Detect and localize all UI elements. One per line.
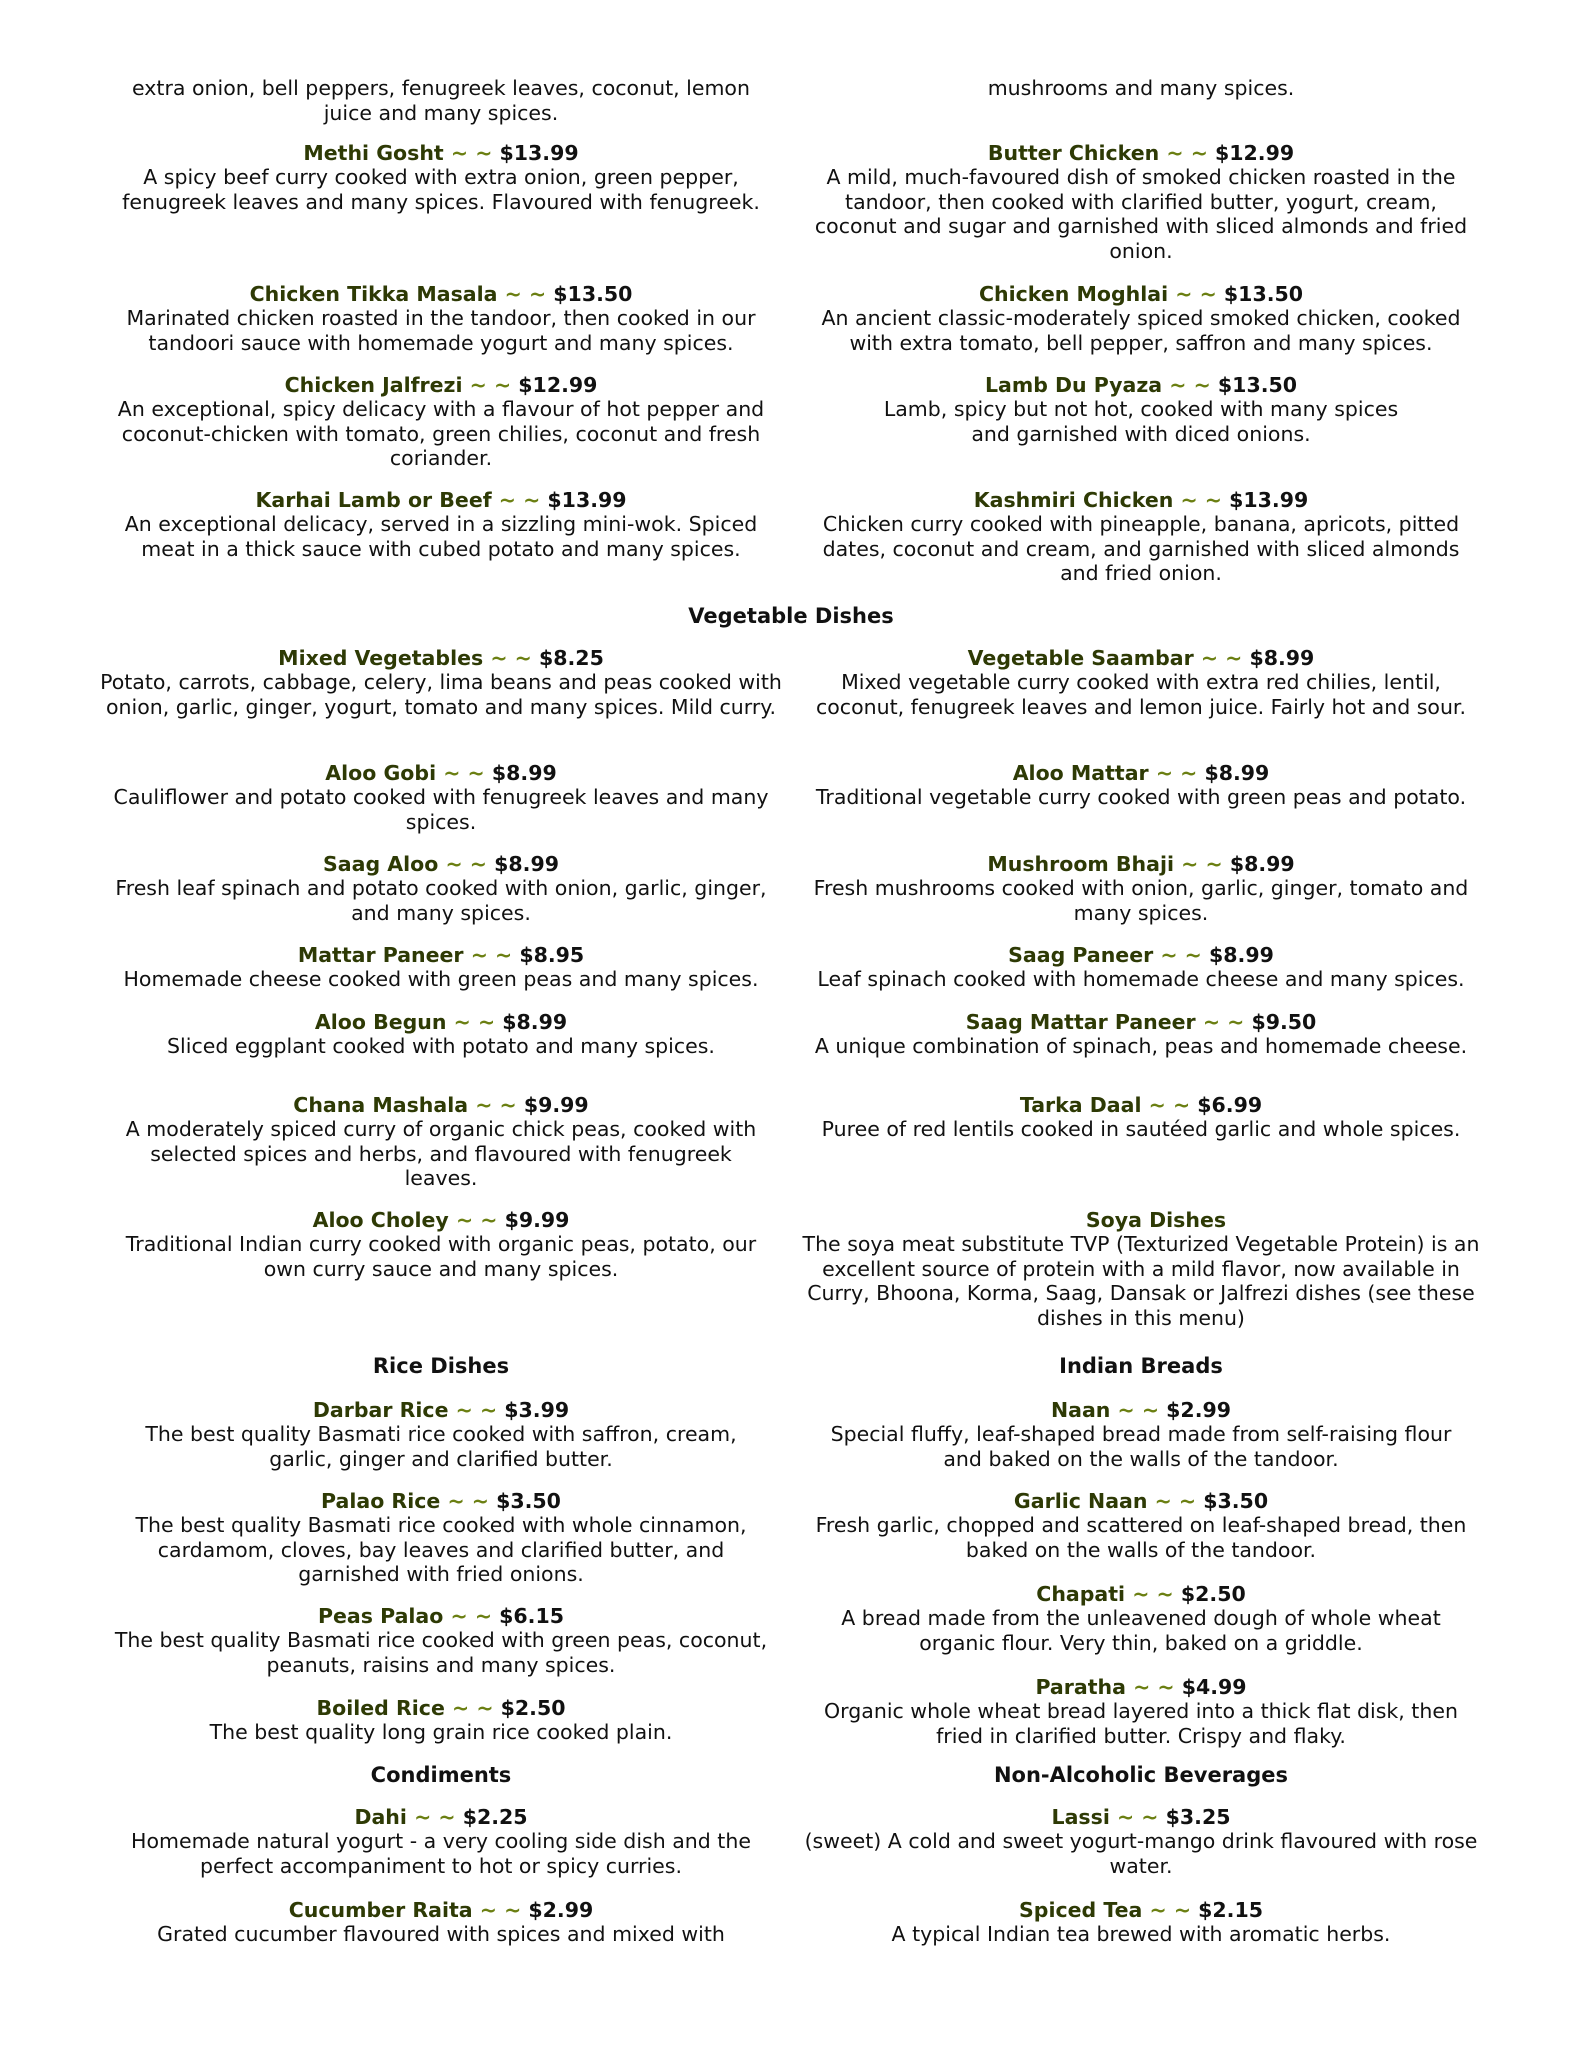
dish-description: Marinated chicken roasted in the tandoor, then cooked in our tandoori sauce with homemade yogurt and many spices. xyxy=(126,306,756,355)
dish-price: $6.15 xyxy=(499,1604,564,1628)
dish-price: $13.99 xyxy=(547,488,627,512)
dish-price: $9.50 xyxy=(1251,1010,1317,1034)
dish-saag-mattar-paneer xyxy=(800,1010,1482,1059)
dish-price: $2.50 xyxy=(1180,1582,1246,1606)
dish-name: Boiled Rice ~ ~ $2.50 xyxy=(316,1696,566,1720)
dish-name: Cucumber Raita ~ ~ $2.99 xyxy=(288,1898,594,1922)
dish-description: A typical Indian tea brewed with aromatic herbs. xyxy=(891,1922,1391,1946)
section-title-non-alcoholic-beverages: Non-Alcoholic Beverages xyxy=(993,1763,1288,1787)
dish-paratha xyxy=(800,1675,1482,1748)
dish-price: $8.99 xyxy=(1209,943,1274,967)
dish-name: Mushroom Bhaji ~ ~ $8.99 xyxy=(987,852,1295,876)
dish-name: Paratha ~ ~ $4.99 xyxy=(1035,1675,1247,1699)
dish-description: The best quality long grain rice cooked plain. xyxy=(209,1720,673,1744)
dish-spiced-tea xyxy=(800,1898,1482,1947)
dish-description: Sliced eggplant cooked with potato and many spices. xyxy=(167,1034,715,1058)
dish-price: $8.99 xyxy=(1229,852,1295,876)
dish-darbar-rice xyxy=(100,1398,782,1471)
dish-name: Tarka Daal ~ ~ $6.99 xyxy=(1019,1093,1263,1117)
dish-name: Karhai Lamb or Beef ~ ~ $13.99 xyxy=(255,488,627,512)
dish-name: Garlic Naan ~ ~ $3.50 xyxy=(1013,1489,1269,1513)
dish-description: An ancient classic-moderately spiced smoked chicken, cooked with extra tomato, bell pepper, saffron and many spices. xyxy=(821,306,1461,355)
dish-price: $8.95 xyxy=(519,943,585,967)
dish-mattar-paneer xyxy=(100,943,782,992)
dish-description: Chicken curry cooked with pineapple, banana, apricots, pitted dates, coconut and cream, and garnished with sliced almonds and fried onion. xyxy=(822,512,1460,585)
dish-description: Cauliflower and potato cooked with fenugreek leaves and many spices. xyxy=(113,785,769,834)
dish-description: Potato, carrots, cabbage, celery, lima beans and peas cooked with onion, garlic, ginger, yogurt, tomato and many spices. Mild curry. xyxy=(100,670,782,719)
dish-name: Palao Rice ~ ~ $3.50 xyxy=(321,1489,561,1513)
dish-description: Traditional vegetable curry cooked with green peas and potato. xyxy=(815,785,1467,809)
dish-description: A unique combination of spinach, peas and homemade cheese. xyxy=(814,1034,1468,1058)
dish-chicken-moghlai xyxy=(800,282,1482,355)
dish-name: Aloo Choley ~ ~ $9.99 xyxy=(312,1208,570,1232)
dish-name: Saag Mattar Paneer ~ ~ $9.50 xyxy=(965,1010,1317,1034)
soya-dishes-description: The soya meat substitute TVP (Texturized Vegetable Protein) is an excellent source of protein with a mild flavor, now available in Curry, Bhoona, Korma, Saag, Dansak or Jalfrezi dishes (see these dishes in this menu) xyxy=(802,1232,1480,1330)
dish-price: $8.99 xyxy=(491,761,557,785)
dish-saag-aloo xyxy=(100,852,782,925)
dish-description: Leaf spinach cooked with homemade cheese and many spices. xyxy=(817,967,1465,991)
dish-chana-mashala xyxy=(100,1093,782,1191)
dish-price: $8.25 xyxy=(538,646,604,670)
dish-price: $3.99 xyxy=(504,1398,570,1422)
dish-price: $2.99 xyxy=(1166,1398,1232,1422)
dish-price: $12.99 xyxy=(518,373,598,397)
section-title-condiments: Condiments xyxy=(370,1763,512,1787)
dish-aloo-begun xyxy=(100,1010,782,1059)
dish-vegetable-saambar xyxy=(800,646,1482,719)
dish-name: Aloo Gobi ~ ~ $8.99 xyxy=(325,761,557,785)
dish-name: Chicken Tikka Masala ~ ~ $13.50 xyxy=(249,282,633,306)
dish-aloo-gobi xyxy=(100,761,782,834)
dish-price: $4.99 xyxy=(1181,1675,1247,1699)
dish-description: A spicy beef curry cooked with extra onion, green pepper, fenugreek leaves and many spices. Flavoured with fenugreek. xyxy=(122,165,760,214)
dish-price: $2.15 xyxy=(1198,1898,1263,1922)
dish-description: Lamb, spicy but not hot, cooked with many spices and garnished with diced onions. xyxy=(883,397,1399,446)
dish-price: $13.50 xyxy=(1217,373,1298,397)
dish-name: Chana Mashala ~ ~ $9.99 xyxy=(293,1093,589,1117)
dish-chicken-tikka-masala xyxy=(100,282,782,355)
dish-description: Traditional Indian curry cooked with organic peas, potato, our own curry sauce and many spices. xyxy=(125,1232,757,1281)
continued-description-left: extra onion, bell peppers, fenugreek leaves, coconut, lemon juice and many spices. xyxy=(132,76,750,125)
dish-description: Special fluffy, leaf-shaped bread made from self-raising flour and baked on the walls of the tandoor. xyxy=(830,1422,1452,1471)
dish-naan xyxy=(800,1398,1482,1471)
dish-description: Fresh leaf spinach and potato cooked with onion, garlic, ginger, and many spices. xyxy=(115,876,767,925)
dish-price: $6.99 xyxy=(1197,1093,1263,1117)
dish-description: An exceptional delicacy, served in a sizzling mini-wok. Spiced meat in a thick sauce with cubed potato and many spices. xyxy=(124,512,758,561)
dish-mushroom-bhaji xyxy=(800,852,1482,925)
dish-name: Vegetable Saambar ~ ~ $8.99 xyxy=(967,646,1315,670)
dish-name: Methi Gosht ~ ~ $13.99 xyxy=(303,141,579,165)
dish-description: Puree of red lentils cooked in sautéed garlic and whole spices. xyxy=(821,1117,1461,1141)
dish-name: Naan ~ ~ $2.99 xyxy=(1050,1398,1232,1422)
dish-name: Chapati ~ ~ $2.50 xyxy=(1036,1582,1246,1606)
dish-peas-palao xyxy=(100,1604,782,1677)
dish-lassi xyxy=(800,1805,1482,1878)
dish-price: $13.99 xyxy=(499,141,579,165)
dish-description: A bread made from the unleavened dough of whole wheat organic flour. Very thin, baked on a griddle. xyxy=(841,1606,1441,1655)
dish-chicken-jalfrezi xyxy=(100,373,782,471)
dish-price: $2.50 xyxy=(500,1696,566,1720)
dish-name: Darbar Rice ~ ~ $3.99 xyxy=(312,1398,570,1422)
dish-description: (sweet) A cold and sweet yogurt-mango drink flavoured with rose water. xyxy=(804,1829,1478,1878)
dish-name: Lassi ~ ~ $3.25 xyxy=(1051,1805,1231,1829)
dish-price: $12.99 xyxy=(1215,141,1295,165)
dish-palao-rice xyxy=(100,1489,782,1587)
dish-price: $3.50 xyxy=(496,1489,561,1513)
dish-price: $8.99 xyxy=(1249,646,1315,670)
dish-description: A mild, much-favoured dish of smoked chicken roasted in the tandoor, then cooked with clarified butter, yogurt, cream, coconut and sugar and garnished with sliced almonds and fried onion. xyxy=(814,165,1468,263)
dish-name: Mixed Vegetables ~ ~ $8.25 xyxy=(278,646,604,670)
dish-description: The best quality Basmati rice cooked with green peas, coconut, peanuts, raisins and many spices. xyxy=(114,1628,768,1677)
dish-price: $13.50 xyxy=(1223,282,1304,306)
dish-name: Mattar Paneer ~ ~ $8.95 xyxy=(297,943,585,967)
dish-cucumber-raita xyxy=(100,1898,782,1947)
section-title-vegetable-dishes: Vegetable Dishes xyxy=(688,604,894,628)
dish-description: The best quality Basmati rice cooked with whole cinnamon, cardamom, cloves, bay leaves and clarified butter, and garnished with fried onions. xyxy=(135,1513,747,1586)
dish-tarka-daal xyxy=(800,1093,1482,1142)
dish-description: Homemade natural yogurt - a very cooling side dish and the perfect accompaniment to hot or spicy curries. xyxy=(131,1829,751,1878)
dish-price: $3.50 xyxy=(1203,1489,1269,1513)
dish-price: $3.25 xyxy=(1165,1805,1231,1829)
soya-dishes-title: Soya Dishes xyxy=(1085,1208,1227,1232)
dish-kashmiri-chicken xyxy=(800,488,1482,586)
dish-butter-chicken xyxy=(800,141,1482,263)
dish-price: $9.99 xyxy=(504,1208,570,1232)
dish-name: Dahi ~ ~ $2.25 xyxy=(354,1805,528,1829)
dish-aloo-mattar xyxy=(800,761,1482,810)
dish-name: Saag Aloo ~ ~ $8.99 xyxy=(323,852,559,876)
dish-boiled-rice xyxy=(100,1696,782,1745)
dish-description: The best quality Basmati rice cooked with saffron, cream, garlic, ginger and clarified butter. xyxy=(145,1422,737,1471)
dish-description: Mixed vegetable curry cooked with extra red chilies, lentil, coconut, fenugreek leaves and lemon juice. Fairly hot and sour. xyxy=(815,670,1466,719)
dish-price: $8.99 xyxy=(494,852,559,876)
dish-description: Fresh mushrooms cooked with onion, garlic, ginger, tomato and many spices. xyxy=(813,876,1469,925)
dish-description: Fresh garlic, chopped and scattered on leaf-shaped bread, then baked on the walls of the tandoor. xyxy=(815,1513,1467,1562)
dish-name: Lamb Du Pyaza ~ ~ $13.50 xyxy=(984,373,1298,397)
dish-karhai-lamb-or-beef xyxy=(100,488,782,561)
dish-price: $13.99 xyxy=(1229,488,1309,512)
dish-description: An exceptional, spicy delicacy with a flavour of hot pepper and coconut-chicken with tomato, green chilies, coconut and fresh coriander. xyxy=(117,397,765,470)
dish-price: $8.99 xyxy=(1204,761,1270,785)
dish-name: Butter Chicken ~ ~ $12.99 xyxy=(987,141,1295,165)
section-title-indian-breads: Indian Breads xyxy=(1059,1354,1223,1378)
dish-mixed-vegetables xyxy=(100,646,782,719)
dish-description: A moderately spiced curry of organic chick peas, cooked with selected spices and herbs, and flavoured with fenugreek leaves. xyxy=(125,1117,757,1190)
dish-name: Aloo Begun ~ ~ $8.99 xyxy=(314,1010,568,1034)
dish-name: Chicken Jalfrezi ~ ~ $12.99 xyxy=(284,373,598,397)
section-title-rice-dishes: Rice Dishes xyxy=(372,1354,510,1378)
dish-name: Saag Paneer ~ ~ $8.99 xyxy=(1008,943,1274,967)
dish-description: Homemade cheese cooked with green peas and many spices. xyxy=(123,967,759,991)
dish-name: Spiced Tea ~ ~ $2.15 xyxy=(1019,1898,1263,1922)
dish-lamb-du-pyaza xyxy=(800,373,1482,446)
continued-description-right: mushrooms and many spices. xyxy=(987,76,1295,100)
dish-saag-paneer xyxy=(800,943,1482,992)
dish-description: Organic whole wheat bread layered into a thick flat disk, then fried in clarified butter. Crispy and flaky. xyxy=(824,1699,1458,1748)
dish-chapati xyxy=(800,1582,1482,1655)
dish-price: $2.25 xyxy=(462,1805,528,1829)
dish-price: $13.50 xyxy=(553,282,633,306)
dish-name: Kashmiri Chicken ~ ~ $13.99 xyxy=(973,488,1309,512)
dish-description: Grated cucumber flavoured with spices and mixed with xyxy=(157,1922,725,1946)
dish-price: $2.99 xyxy=(528,1898,594,1922)
dish-dahi xyxy=(100,1805,782,1878)
dish-garlic-naan xyxy=(800,1489,1482,1562)
dish-name: Peas Palao ~ ~ $6.15 xyxy=(318,1604,564,1628)
dish-aloo-choley xyxy=(100,1208,782,1281)
dish-name: Aloo Mattar ~ ~ $8.99 xyxy=(1012,761,1270,785)
soya-dishes-block xyxy=(800,1208,1482,1330)
dish-name: Chicken Moghlai ~ ~ $13.50 xyxy=(978,282,1304,306)
dish-methi-gosht xyxy=(100,141,782,214)
dish-price: $9.99 xyxy=(523,1093,589,1117)
dish-price: $8.99 xyxy=(502,1010,568,1034)
